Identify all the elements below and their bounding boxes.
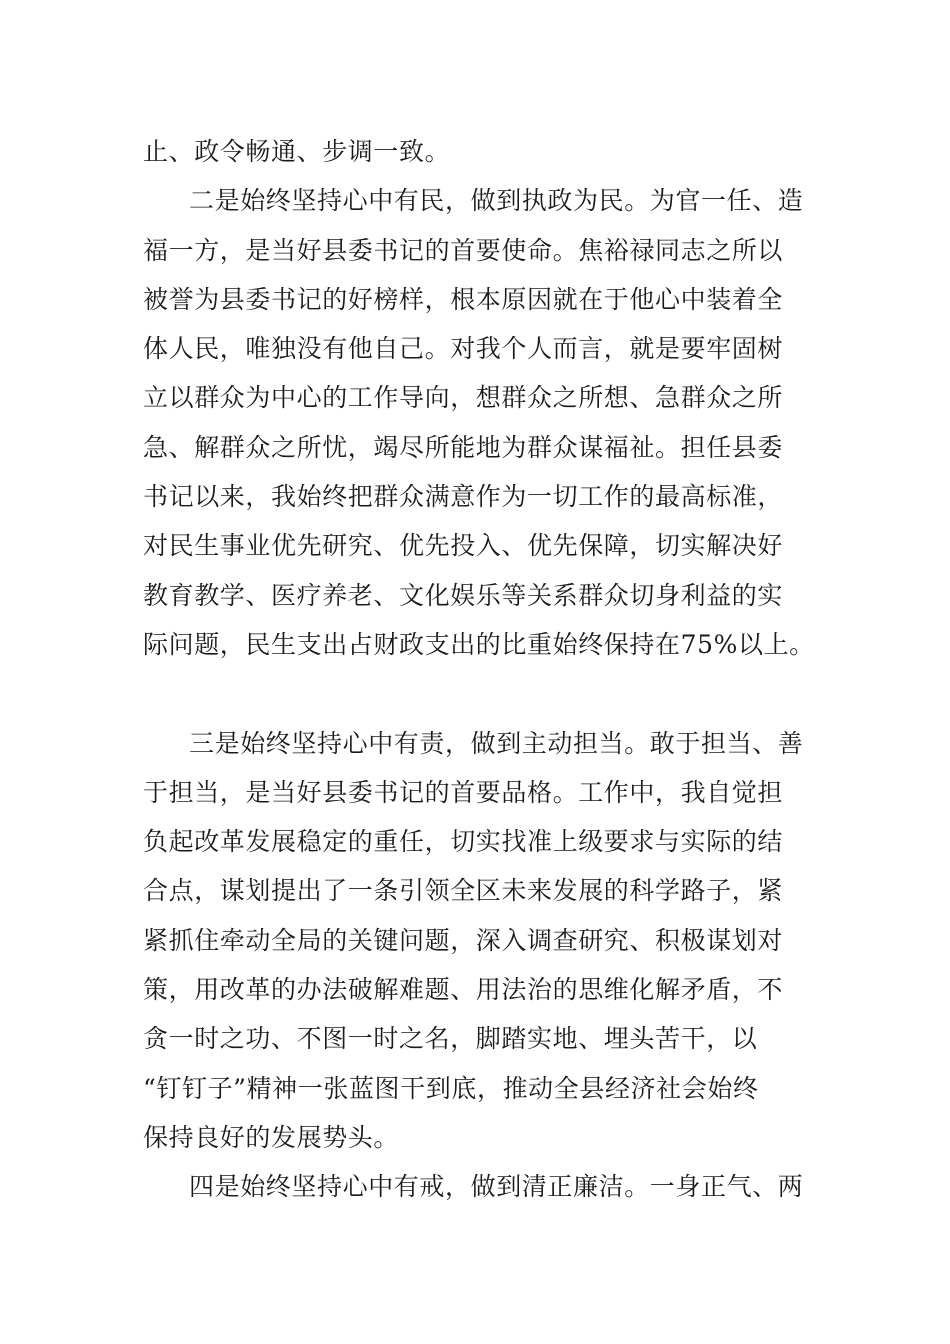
text-line: 急、解群众之所忧，竭尽所能地为群众谋福祉。担任县委: [143, 432, 784, 462]
paragraph-2-line: 二是始终坚持心中有民，做到执政为民。为官一任、造: [189, 186, 804, 216]
paragraph-4-line: 四是始终坚持心中有戒，做到清正廉洁。一身正气、两: [189, 1172, 804, 1202]
text-line: 合点，谋划提出了一条引领全区未来发展的科学路子，紧: [143, 876, 784, 906]
text-line: 负起改革发展稳定的重任，切实找准上级要求与实际的结: [143, 827, 784, 857]
text-line: 策，用改革的办法破解难题、用法治的思维化解矛盾，不: [143, 975, 784, 1005]
text-line: 书记以来，我始终把群众满意作为一切工作的最高标准，: [143, 482, 784, 512]
paragraph-3-line: 三是始终坚持心中有责，做到主动担当。敢于担当、善: [189, 728, 804, 758]
text-line: 福一方，是当好县委书记的首要使命。焦裕禄同志之所以: [143, 235, 784, 265]
text-line: 立以群众为中心的工作导向，想群众之所想、急群众之所: [143, 383, 784, 413]
body-text: [143, 127, 823, 1212]
text-line: 教育教学、医疗养老、文化娱乐等关系群众切身利益的实: [143, 580, 784, 610]
text-line: 于担当，是当好县委书记的首要品格。工作中，我自觉担: [143, 777, 784, 807]
text-line: 对民生事业优先研究、优先投入、优先保障，切实解决好: [143, 531, 784, 561]
paragraph-gap: [143, 669, 823, 718]
text-line: 际问题，民生支出占财政支出的比重始终保持在75%以上。: [143, 629, 815, 659]
text-line: 止、政令畅通、步调一致。: [143, 137, 451, 166]
text-line: 体人民，唯独没有他自己。对我个人而言，就是要牢固树: [143, 334, 784, 364]
text-line: 紧抓住牵动全局的关键问题，深入调查研究、积极谋划对: [143, 925, 784, 955]
text-line: 保持良好的发展势头。: [143, 1122, 400, 1152]
text-line: 被誉为县委书记的好榜样，根本原因就在于他心中装着全: [143, 284, 784, 314]
text-line: 贪一时之功、不图一时之名，脚踏实地、埋头苦干，以: [143, 1024, 758, 1054]
text-line: “钉钉子”精神一张蓝图干到底，推动全县经济社会始终: [143, 1073, 759, 1103]
